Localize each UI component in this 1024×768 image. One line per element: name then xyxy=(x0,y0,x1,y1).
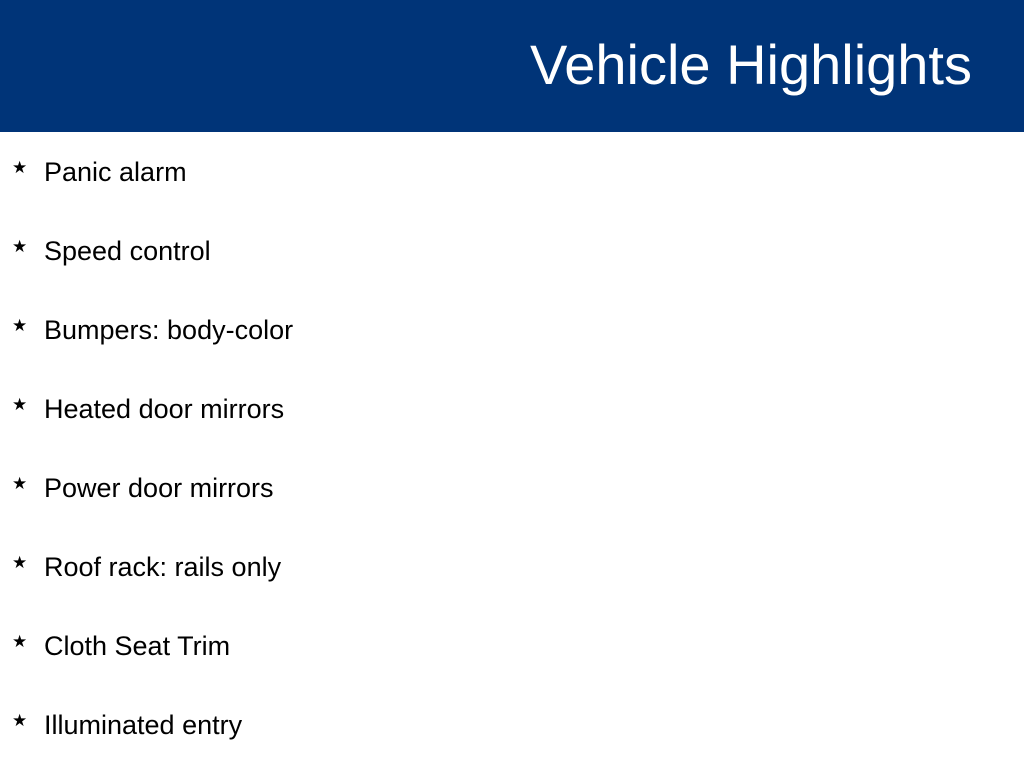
list-item-label: Bumpers: body-color xyxy=(44,315,294,345)
star-icon: ★ xyxy=(12,395,28,415)
list-item-label: Speed control xyxy=(44,236,211,266)
list-item-label: Cloth Seat Trim xyxy=(44,631,231,661)
header-banner xyxy=(0,0,1024,132)
page-title: Vehicle Highlights xyxy=(529,33,972,96)
star-icon: ★ xyxy=(12,711,28,731)
list-item xyxy=(12,152,187,192)
list-item-label: Roof rack: rails only xyxy=(44,552,282,582)
list-item-label: Power door mirrors xyxy=(44,473,274,503)
list-item xyxy=(12,310,293,350)
list-item-label: Panic alarm xyxy=(44,157,187,187)
list-item xyxy=(12,705,242,745)
star-icon: ★ xyxy=(12,237,28,257)
list-item xyxy=(12,468,274,508)
list-item xyxy=(12,547,281,587)
list-item xyxy=(12,626,230,666)
star-icon: ★ xyxy=(12,474,28,494)
star-icon: ★ xyxy=(12,316,28,336)
vehicle-highlights-list xyxy=(0,132,1024,768)
list-item xyxy=(12,231,211,271)
star-icon: ★ xyxy=(12,553,28,573)
star-icon: ★ xyxy=(12,632,28,652)
list-item-label: Heated door mirrors xyxy=(44,394,285,424)
list-item xyxy=(12,389,284,429)
list-item-label: Illuminated entry xyxy=(44,710,243,740)
star-icon: ★ xyxy=(12,158,28,178)
